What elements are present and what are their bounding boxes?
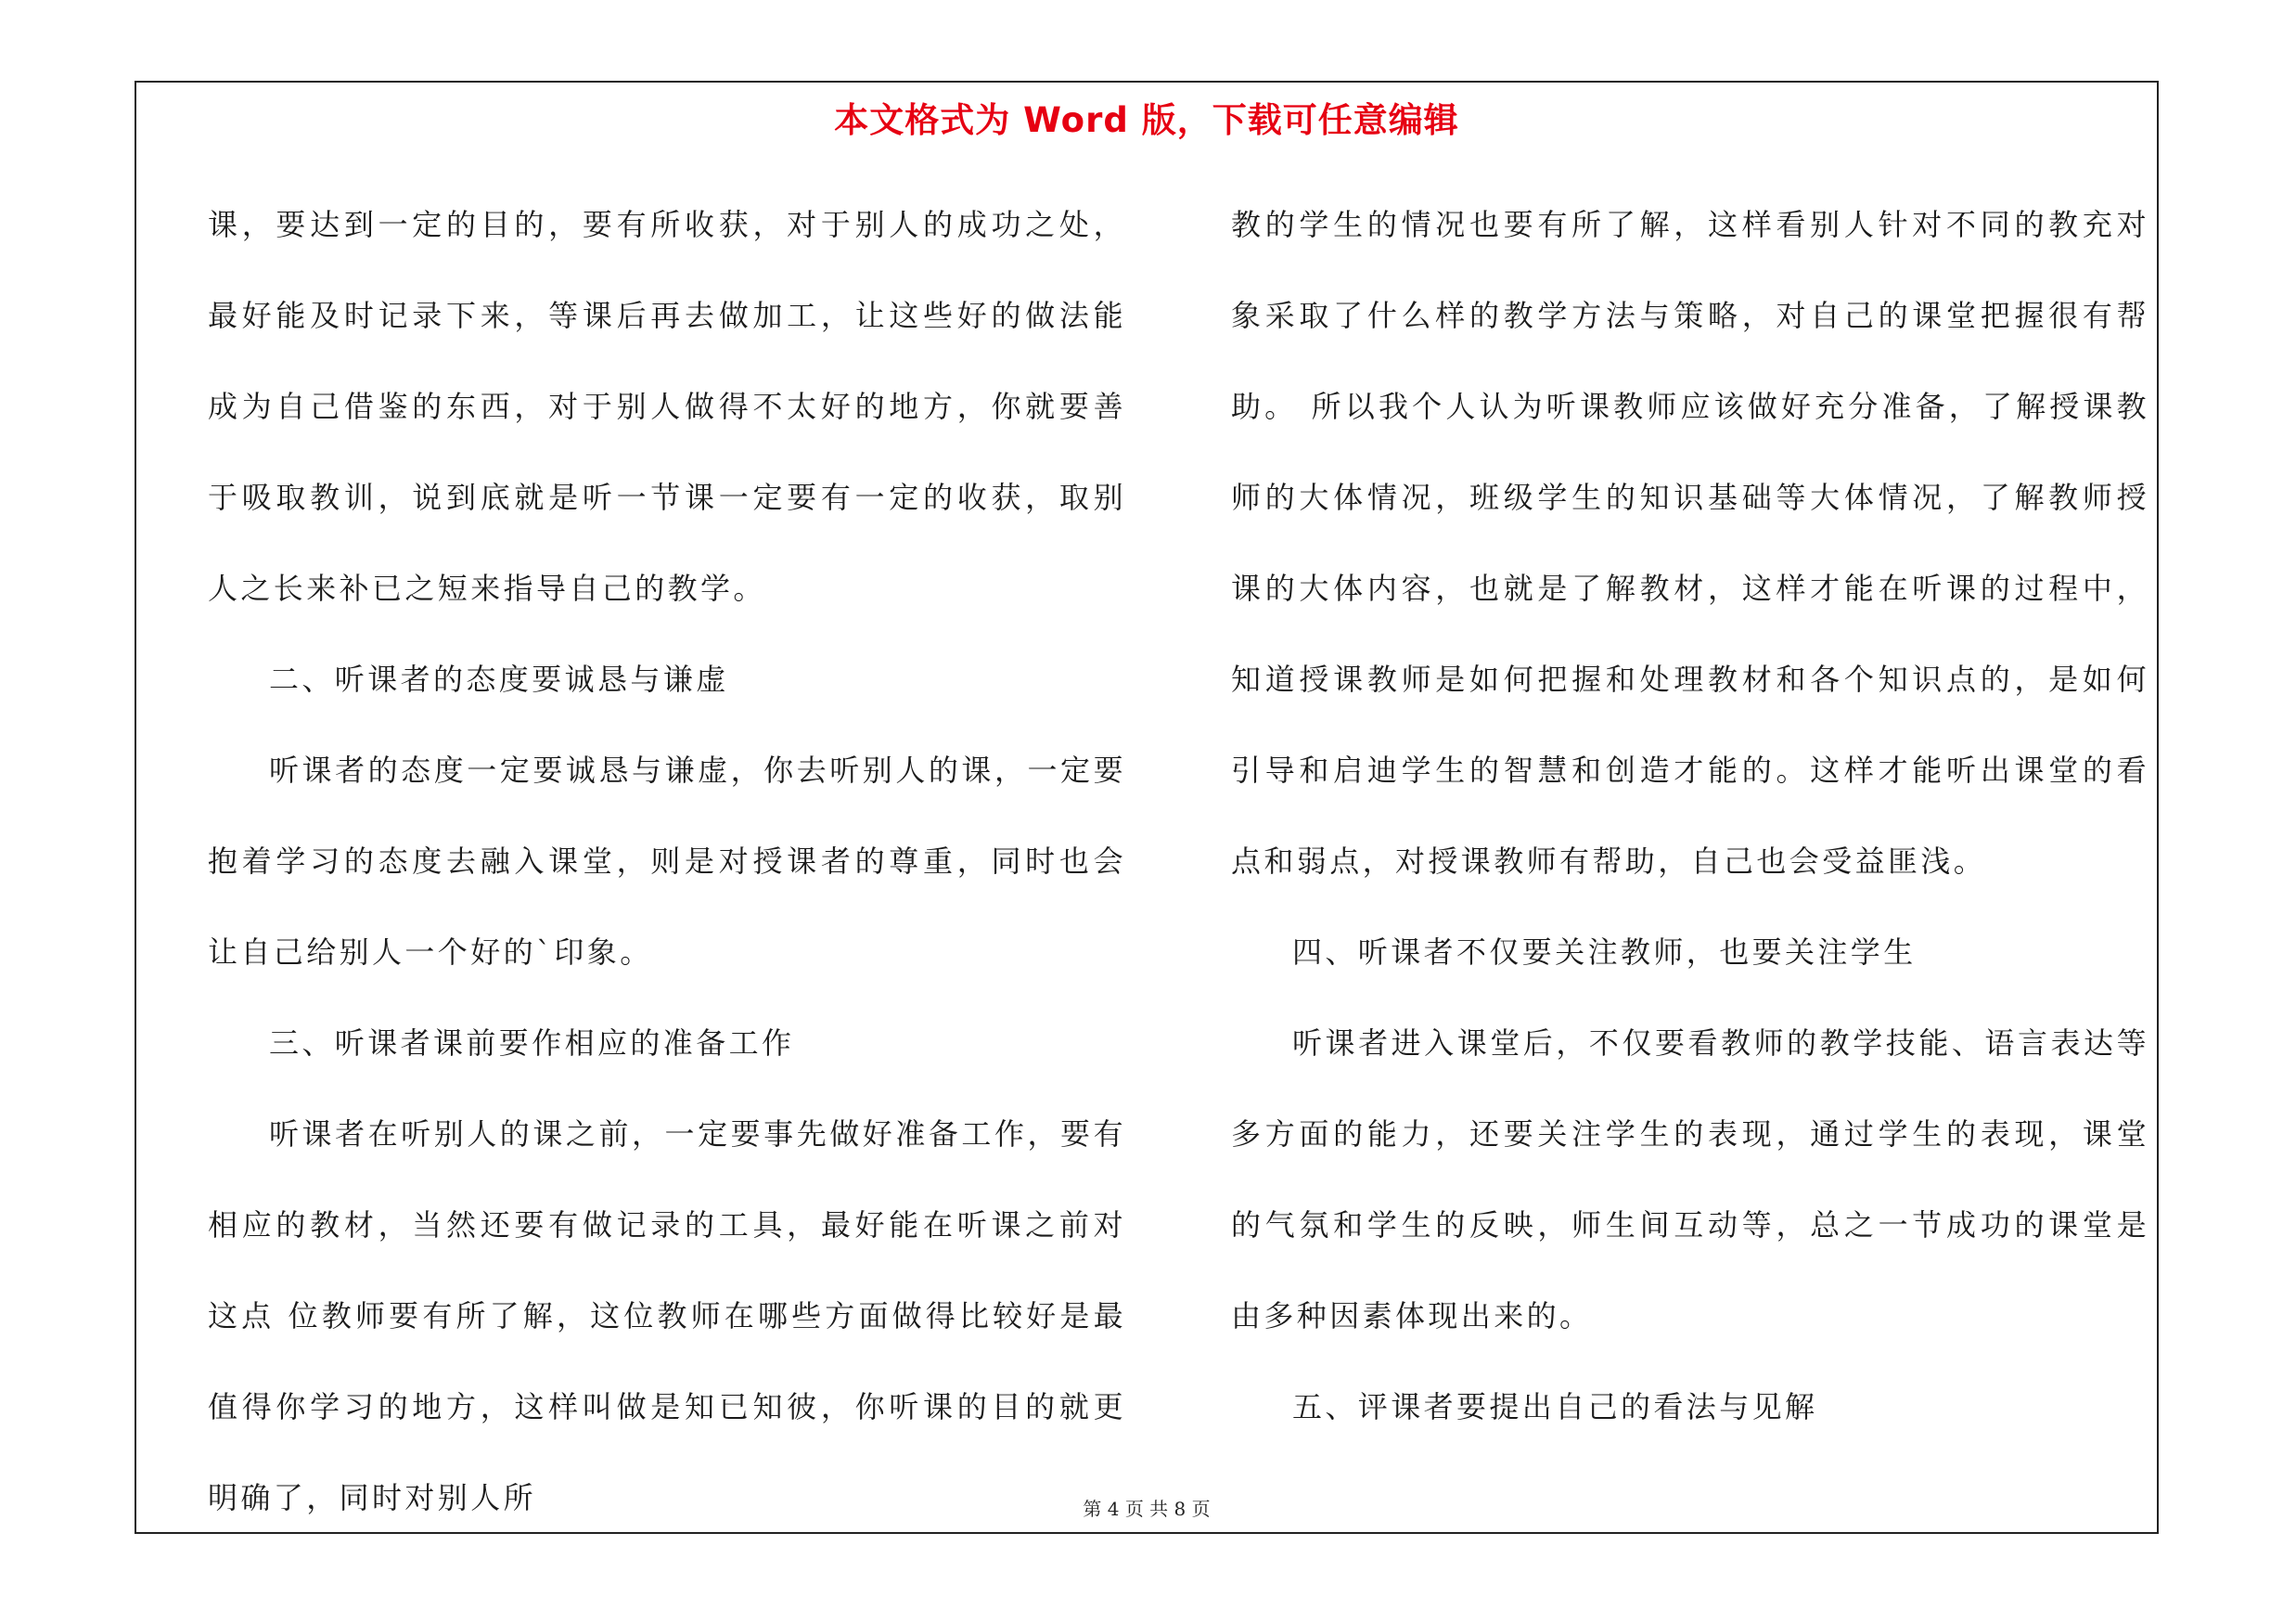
section-heading: 四、听课者不仅要关注教师，也要关注学生 — [1292, 934, 1917, 970]
left-column — [208, 179, 1126, 1543]
paragraph: 听课者的态度一定要诚恳与谦虚，你去听别人的课，一定要抱着学习的态度去融入课堂，则是对授课者的尊重，同时也会让自己给别人一个好的`印象。 — [208, 753, 1126, 970]
paragraph: 听课者在听别人的课之前，一定要事先做好准备工作，要有相应的教材，当然还要有做记录的工具，最好能在听课之前对这点 位教师要有所了解，这位教师在哪些方面做得比较好是最值得你学习的地方，这样叫做是知已知彼，你听课的目的就更明确了，同时对别人所 — [208, 1116, 1126, 1515]
paragraph: 听课者进入课堂后，不仅要看教师的教学技能、语言表达等多方面的能力，还要关注学生的表现，通过学生的表现，课堂的气氛和学生的反映，师生间互动等，总之一节成功的课堂是由多种因素体现出来的。 — [1231, 1025, 2149, 1333]
page-number-footer: 第 4 页 共 8 页 — [1083, 1498, 1211, 1520]
section-heading: 五、评课者要提出自己的看法与见解 — [1292, 1389, 1818, 1424]
paragraph: 课，要达到一定的目的，要有所收获，对于别人的成功之处，最好能及时记录下来，等课后再去做加工，让这些好的做法能成为自己借鉴的东西，对于别人做得不太好的地方，你就要善于吸取教训，说到底就是听一节课一定要有一定的收获，取别人之长来补已之短来指导自己的教学。 — [208, 207, 1126, 606]
right-column — [1231, 179, 2149, 1452]
section-heading: 二、听课者的态度要诚恳与谦虚 — [269, 662, 729, 697]
paragraph: 教的学生的情况也要有所了解，这样看别人针对不同的教充对象采取了什么样的教学方法与策略，对自己的课堂把握很有帮助。 所以我个人认为听课教师应该做好充分准备，了解授课教师的大体情况，班级学生的知识基础等大体情况，了解教师授课的大体内容，也就是了解教材，这样才能在听课的过程中，知道授课教师是如何把握和处理教材和各个知识点的，是如何引导和启迪学生的智慧和创造才能的。这样才能听出课堂的看点和弱点，对授课教师有帮助，自己也会受益匪浅。 — [1231, 207, 2149, 879]
page-frame — [135, 81, 2159, 1534]
editable-notice-banner: 本文格式为 Word 版，下载可任意编辑 — [834, 100, 1459, 140]
section-heading: 三、听课者课前要作相应的准备工作 — [269, 1025, 795, 1061]
